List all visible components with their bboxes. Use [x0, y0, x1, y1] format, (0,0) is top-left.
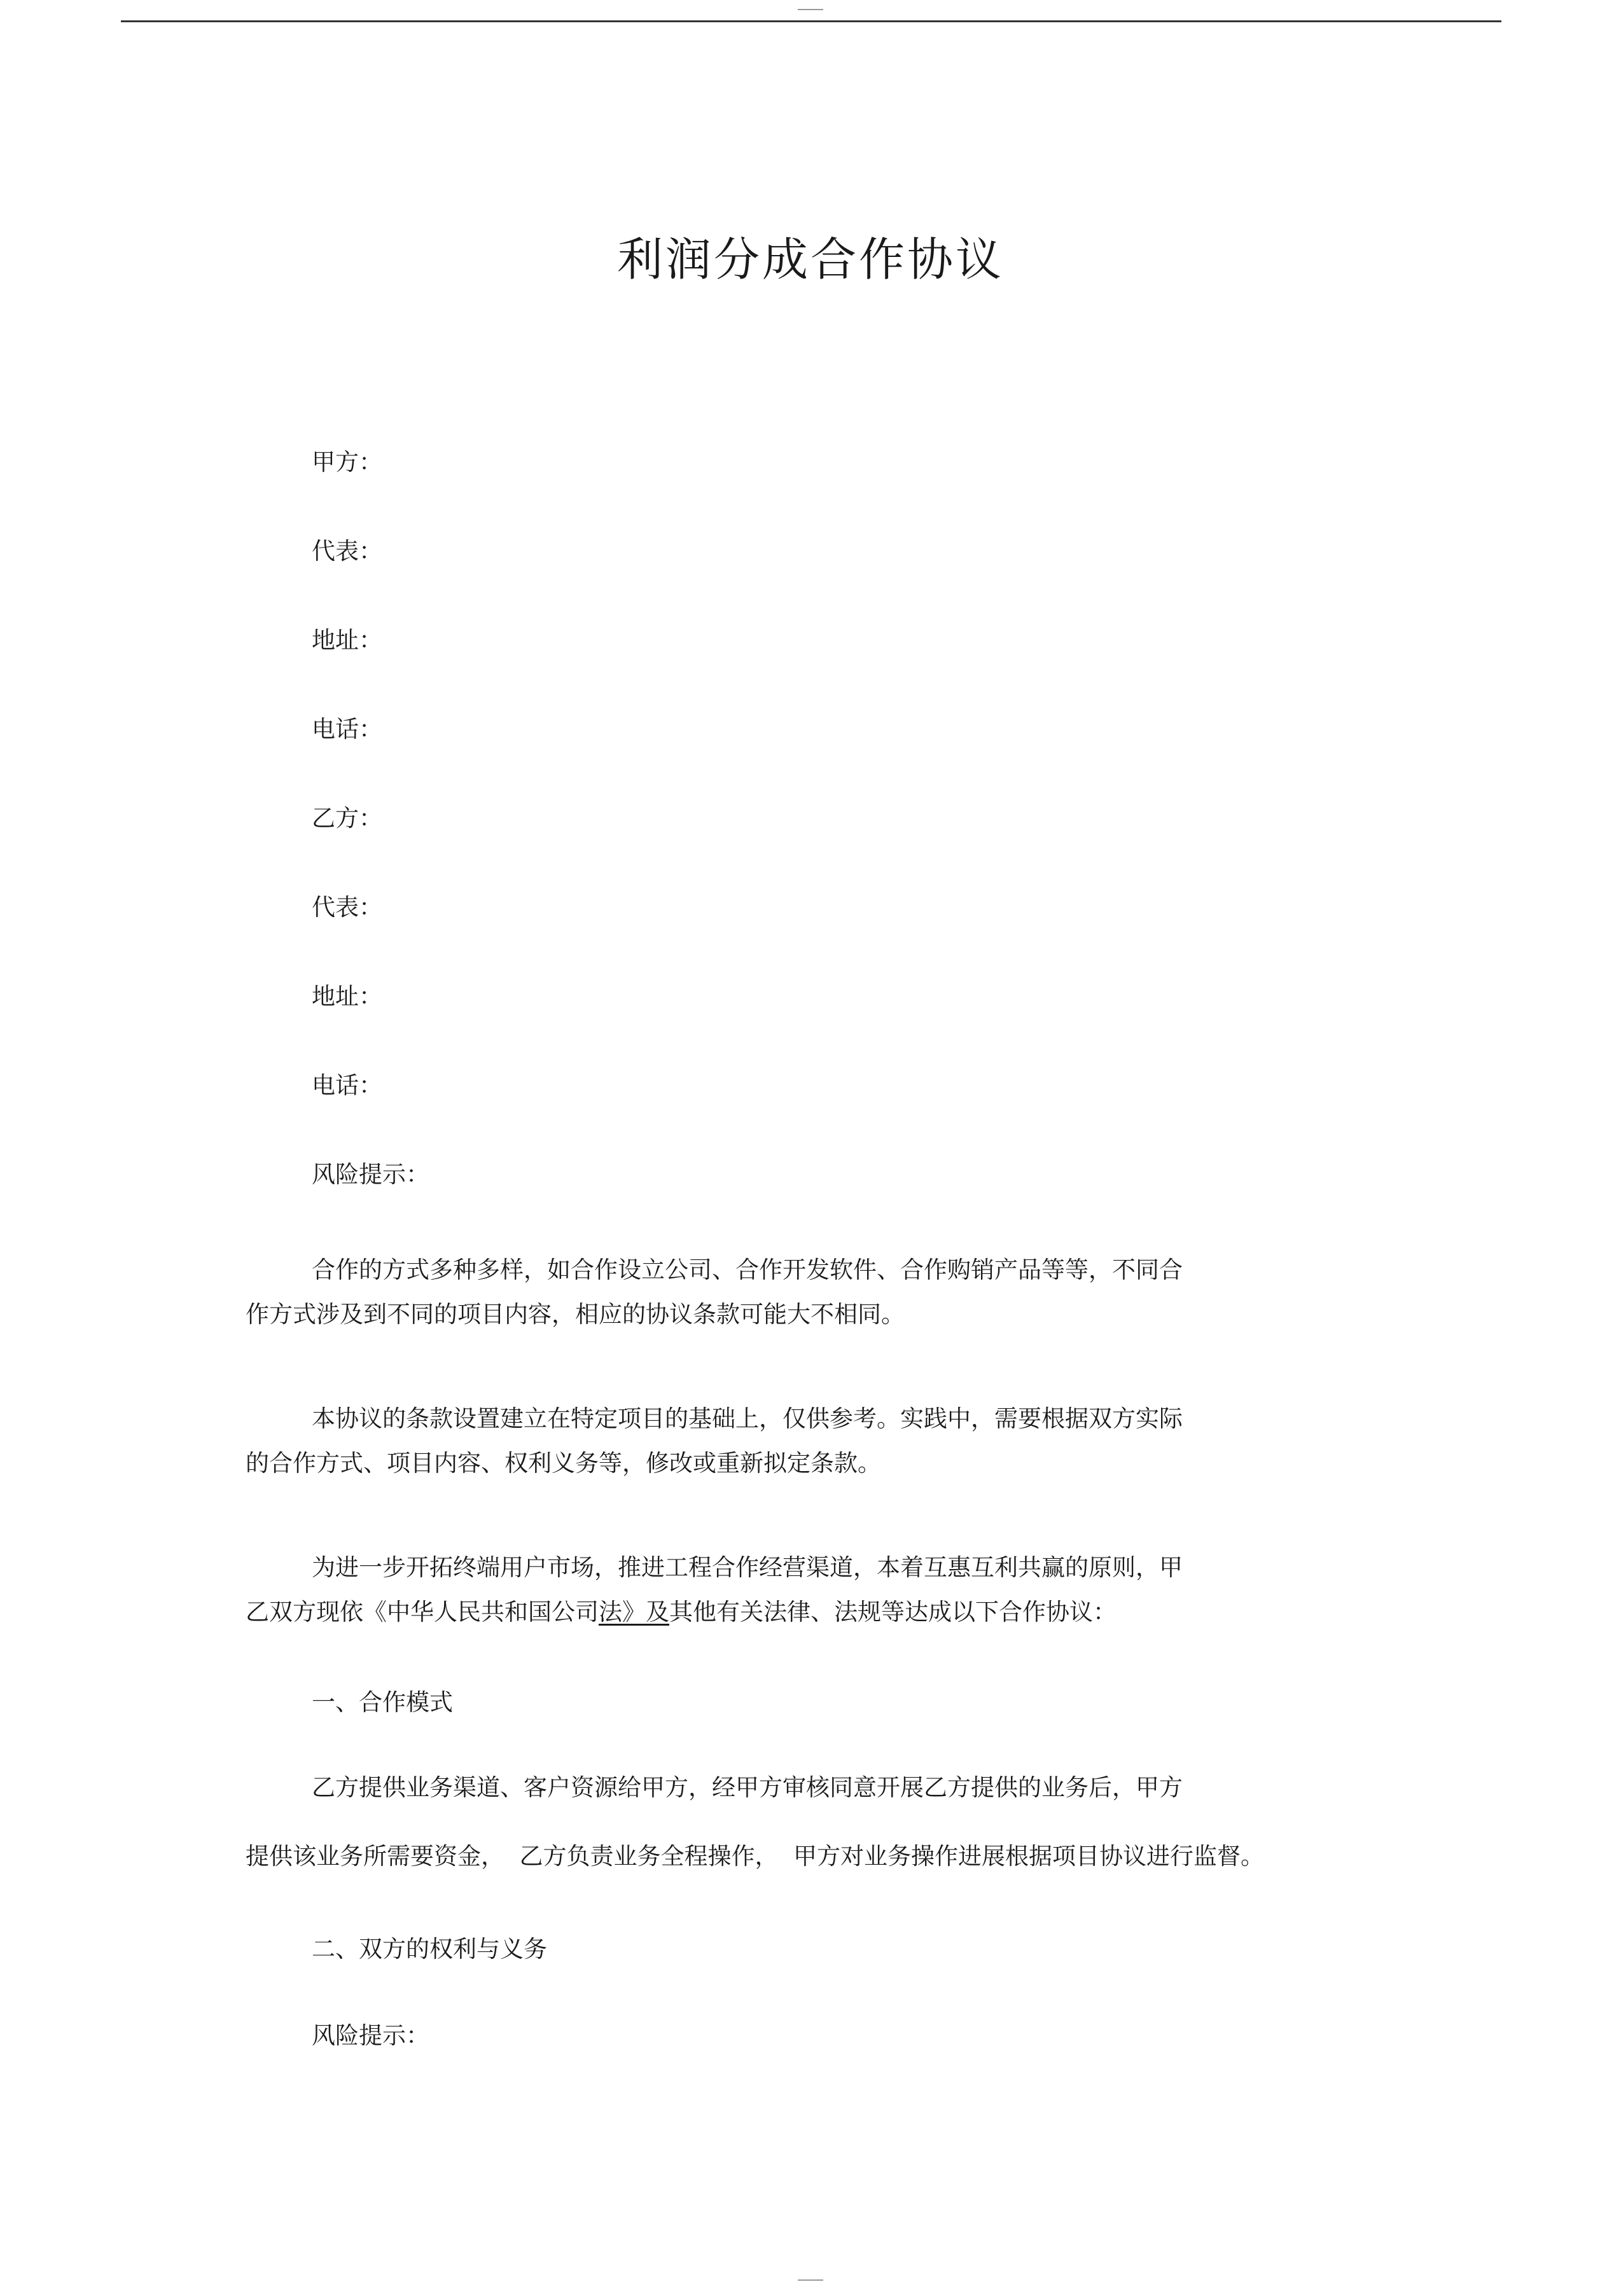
party-b-phone-label: 电话：	[312, 1072, 382, 1099]
risk-notice-paragraph-1	[246, 1248, 1276, 1337]
section-1-paragraph	[246, 1766, 1276, 1879]
risk-notice-paragraph-2	[246, 1397, 1276, 1486]
paragraph-line: 本协议的条款设置建立在特定项目的基础上，仅供参考。实践中，需要根据双方实际	[312, 1405, 1183, 1432]
paragraph-line: 作方式涉及到不同的项目内容，相应的协议条款可能大不相同。	[246, 1301, 905, 1328]
section-2-risk-notice-label: 风险提示：	[312, 2022, 429, 2049]
party-b-name-label: 乙方：	[312, 805, 382, 832]
header-marker	[798, 9, 823, 10]
paragraph-line: 为进一步开拓终端用户市场，推进工程合作经营渠道，本着互惠互利共赢的原则，甲	[312, 1554, 1183, 1581]
paragraph-line: 的合作方式、项目内容、权利义务等，修改或重新拟定条款。	[246, 1449, 881, 1477]
underlined-text: 法》及	[599, 1598, 669, 1626]
party-b-address-label: 地址：	[312, 983, 382, 1010]
header-rule	[121, 20, 1501, 22]
preamble-text: 其他有关法律、法规等达成以下合作协议：	[669, 1598, 1117, 1626]
document-title: 利润分成合作协议	[616, 233, 1004, 286]
party-a-representative-label: 代表：	[312, 537, 382, 565]
party-a-phone-label: 电话：	[312, 716, 382, 743]
preamble-text: 乙双方现依《中华人民共和国公司	[246, 1598, 599, 1626]
section-2-heading: 二、双方的权利与义务	[312, 1935, 547, 1963]
preamble-paragraph	[246, 1546, 1276, 1635]
paragraph-line: 提供该业务所需要资金， 乙方负责业务全程操作， 甲方对业务操作进展根据项目协议进行监督。	[246, 1843, 1265, 1870]
paragraph-line: 乙方提供业务渠道、客户资源给甲方，经甲方审核同意开展乙方提供的业务后，甲方	[312, 1774, 1183, 1801]
party-b-representative-label: 代表：	[312, 894, 382, 921]
party-a-name-label: 甲方：	[312, 448, 382, 476]
party-a-address-label: 地址：	[312, 626, 382, 654]
risk-notice-label: 风险提示：	[312, 1161, 429, 1188]
footer-marker	[798, 2279, 823, 2281]
section-1-heading: 一、合作模式	[312, 1689, 453, 1716]
paragraph-line	[246, 1590, 1276, 1635]
paragraph-line: 合作的方式多种多样，如合作设立公司、合作开发软件、合作购销产品等等，不同合	[312, 1256, 1183, 1283]
